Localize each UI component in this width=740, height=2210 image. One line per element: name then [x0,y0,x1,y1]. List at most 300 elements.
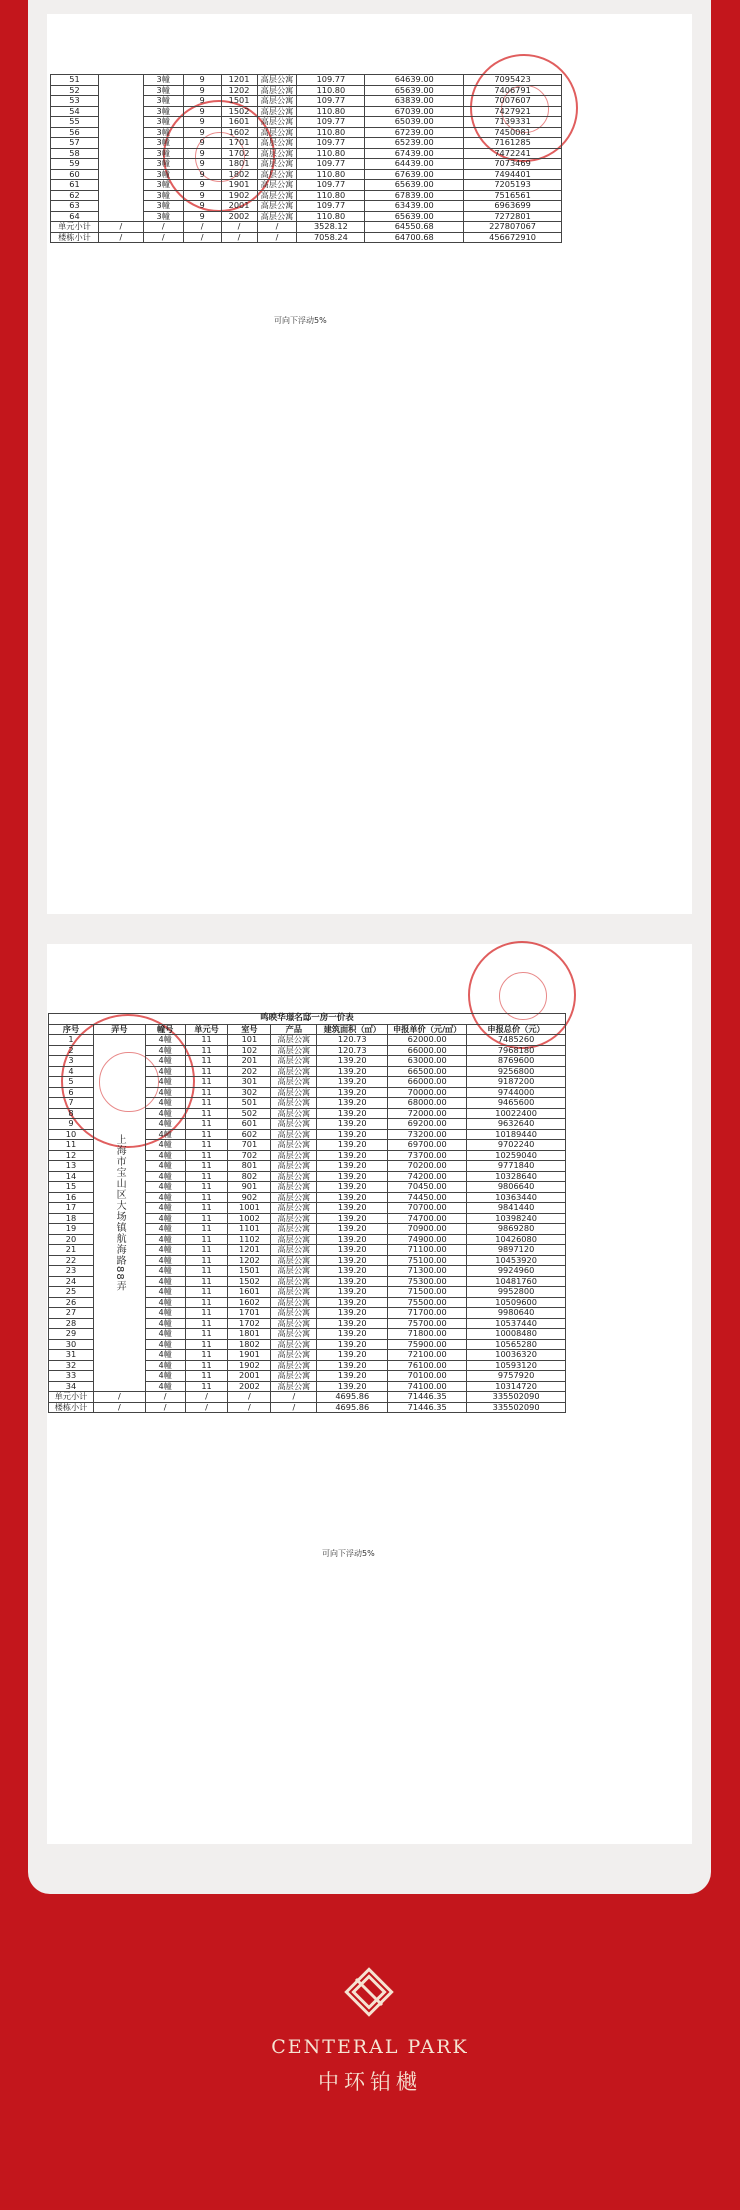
table-cell: 4幢 [145,1234,185,1245]
table-cell: 11 [185,1350,228,1361]
table-cell: 64639.00 [365,75,464,86]
table-cell: 110.80 [297,106,365,117]
table-cell: 65639.00 [365,85,464,96]
table-cell: 高层公寓 [271,1077,317,1088]
table-cell: 4695.86 [317,1402,388,1413]
row-number-cell: 53 [51,96,99,107]
table-cell: 高层公寓 [257,201,297,212]
table-cell: 201 [228,1056,271,1067]
table-cell: 9 [183,106,221,117]
table-cell: 11 [185,1339,228,1350]
table-cell: 72000.00 [388,1108,467,1119]
table-cell: 1602 [221,127,257,138]
table-cell: 9 [183,138,221,149]
table-cell: 11 [185,1045,228,1056]
table-cell: 302 [228,1087,271,1098]
table-cell: 110.80 [297,169,365,180]
table-cell: 63000.00 [388,1056,467,1067]
table-cell: 10481760 [467,1276,566,1287]
row-number-cell: 25 [49,1287,94,1298]
table-cell: 高层公寓 [257,148,297,159]
table-cell: 高层公寓 [271,1171,317,1182]
table-cell: 901 [228,1182,271,1193]
table-cell: 3528.12 [297,222,365,233]
table-cell: 74200.00 [388,1171,467,1182]
table-cell: 110.80 [297,85,365,96]
table-cell: 11 [185,1182,228,1193]
column-header: 产品 [271,1024,317,1035]
table-cell: 4幢 [145,1224,185,1235]
table-cell: 1001 [228,1203,271,1214]
table-cell: / [271,1402,317,1413]
table-cell: 1702 [221,148,257,159]
table-cell: 139.20 [317,1066,388,1077]
table-cell: 11 [185,1318,228,1329]
table-cell: 11 [185,1150,228,1161]
table-cell: 3幢 [143,117,183,128]
table-cell: 高层公寓 [271,1140,317,1151]
row-number-cell: 64 [51,211,99,222]
table-cell: 高层公寓 [257,85,297,96]
table-cell: 335502090 [467,1392,566,1403]
table-cell: 64550.68 [365,222,464,233]
table-cell: 4幢 [145,1329,185,1340]
table-cell: 11 [185,1245,228,1256]
table-cell: 139.20 [317,1255,388,1266]
table-cell: 11 [185,1108,228,1119]
table-cell: 11 [185,1171,228,1182]
table-cell: 9 [183,117,221,128]
table-cell: 高层公寓 [271,1045,317,1056]
table-cell: 1902 [228,1360,271,1371]
table-cell: 11 [185,1266,228,1277]
table-cell: 139.20 [317,1161,388,1172]
subtotal-row [49,1402,566,1413]
table-cell: 高层公寓 [271,1150,317,1161]
table-cell: 10008480 [467,1329,566,1340]
table-cell: 501 [228,1098,271,1109]
table-cell: 4幢 [145,1255,185,1266]
table-cell: 高层公寓 [271,1108,317,1119]
table-cell: 65639.00 [365,180,464,191]
table-cell: 1802 [221,169,257,180]
table-cell: 11 [185,1371,228,1382]
row-number-cell: 59 [51,159,99,170]
row-number-cell: 55 [51,117,99,128]
table-cell: 10537440 [467,1318,566,1329]
table-cell: 1202 [221,85,257,96]
table-cell: 109.77 [297,180,365,191]
row-number-cell: 27 [49,1308,94,1319]
table-cell: 3幢 [143,180,183,191]
table-cell: 10022400 [467,1108,566,1119]
table-cell: 4幢 [145,1171,185,1182]
row-number-cell: 9 [49,1119,94,1130]
subtotal-row [49,1392,566,1403]
table-cell: 4幢 [145,1318,185,1329]
table-cell: 高层公寓 [271,1329,317,1340]
table-cell: 高层公寓 [257,159,297,170]
table-cell: 9757920 [467,1371,566,1382]
row-number-cell: 7 [49,1098,94,1109]
table-cell: 76100.00 [388,1360,467,1371]
table-cell: 9952800 [467,1287,566,1298]
table-cell: 4幢 [145,1087,185,1098]
row-number-cell: 20 [49,1234,94,1245]
table-cell: 63439.00 [365,201,464,212]
table-cell: 1901 [221,180,257,191]
content-card [28,0,711,1894]
table-cell: 11 [185,1087,228,1098]
table-cell: 801 [228,1161,271,1172]
row-number-cell: 5 [49,1077,94,1088]
table-cell: 70700.00 [388,1203,467,1214]
table-cell: 7406791 [464,85,562,96]
table-cell: 9897120 [467,1245,566,1256]
table-cell: 4幢 [145,1245,185,1256]
table-cell: 67639.00 [365,169,464,180]
table-cell: 9 [183,148,221,159]
column-header: 单元号 [185,1024,228,1035]
table-cell: 75700.00 [388,1318,467,1329]
row-number-cell: 12 [49,1150,94,1161]
table-cell: 139.20 [317,1087,388,1098]
table-cell: 4幢 [145,1371,185,1382]
table-cell: 3幢 [143,127,183,138]
table-cell: 1502 [221,106,257,117]
table-cell: 7058.24 [297,232,365,243]
table-cell: 高层公寓 [271,1276,317,1287]
table-cell: 高层公寓 [271,1119,317,1130]
table-cell: 65239.00 [365,138,464,149]
table-cell: 139.20 [317,1339,388,1350]
table-cell: 71500.00 [388,1287,467,1298]
table-cell: 64700.68 [365,232,464,243]
table-cell: 4695.86 [317,1392,388,1403]
table-cell: 高层公寓 [257,190,297,201]
table-cell: 9187200 [467,1077,566,1088]
table-cell: 139.20 [317,1119,388,1130]
table-cell: 109.77 [297,75,365,86]
table-cell: 10328640 [467,1171,566,1182]
table-cell: 75300.00 [388,1276,467,1287]
table-cell: 9 [183,85,221,96]
row-number-cell: 1 [49,1035,94,1046]
table-cell: 高层公寓 [257,180,297,191]
row-number-cell: 21 [49,1245,94,1256]
table-cell: 139.20 [317,1129,388,1140]
table-cell: 11 [185,1119,228,1130]
table-cell: / [257,232,297,243]
table-cell: 139.20 [317,1192,388,1203]
table-cell: 9980640 [467,1308,566,1319]
table-cell: 7139331 [464,117,562,128]
table-cell: / [183,222,221,233]
table-cell: 10036320 [467,1350,566,1361]
table-cell: 3幢 [143,148,183,159]
table-cell: 139.20 [317,1171,388,1182]
table-cell: 9702240 [467,1140,566,1151]
table-cell: 456672910 [464,232,562,243]
table-cell: 11 [185,1287,228,1298]
table-cell: 11 [185,1098,228,1109]
table-cell: / [185,1392,228,1403]
table-cell: 67239.00 [365,127,464,138]
table-cell: 139.20 [317,1056,388,1067]
column-header: 建筑面积（㎡） [317,1024,388,1035]
table-cell: 楼栋小计 [49,1402,94,1413]
table-cell: 139.20 [317,1077,388,1088]
table-cell: 9806640 [467,1182,566,1193]
table-cell: 高层公寓 [271,1255,317,1266]
table-cell: / [183,232,221,243]
row-number-cell: 19 [49,1224,94,1235]
price-float-note: 可向下浮动5% [274,316,327,325]
table-cell: / [221,222,257,233]
row-number-cell: 51 [51,75,99,86]
table-cell: 74900.00 [388,1234,467,1245]
table-cell: 9465600 [467,1098,566,1109]
table-cell: 139.20 [317,1297,388,1308]
table-cell: 7968180 [467,1045,566,1056]
table-cell: 9 [183,169,221,180]
table-cell: 4幢 [145,1266,185,1277]
table-cell: 72100.00 [388,1350,467,1361]
table-cell: 高层公寓 [257,211,297,222]
table-cell: 69700.00 [388,1140,467,1151]
row-number-cell: 2 [49,1045,94,1056]
table-cell: 高层公寓 [271,1213,317,1224]
table-cell: 66500.00 [388,1066,467,1077]
table-cell: / [228,1402,271,1413]
table-cell: 4幢 [145,1108,185,1119]
table-cell: 4幢 [145,1119,185,1130]
table-cell: 4幢 [145,1066,185,1077]
table-cell: 120.73 [317,1045,388,1056]
table-cell: 7073469 [464,159,562,170]
row-number-cell: 14 [49,1171,94,1182]
row-number-cell: 24 [49,1276,94,1287]
table-cell: 高层公寓 [271,1287,317,1298]
table-cell: 139.20 [317,1360,388,1371]
table-cell: 9771840 [467,1161,566,1172]
table-cell: 1502 [228,1276,271,1287]
row-number-cell: 31 [49,1350,94,1361]
table-cell: 9256800 [467,1066,566,1077]
column-header: 弄号 [93,1024,145,1035]
table-cell: 高层公寓 [257,96,297,107]
table-cell: 71446.35 [388,1402,467,1413]
table-cell: 109.77 [297,159,365,170]
table-cell: 3幢 [143,211,183,222]
row-number-cell: 63 [51,201,99,212]
table-cell: 7205193 [464,180,562,191]
row-number-cell: 33 [49,1371,94,1382]
row-number-cell: 58 [51,148,99,159]
table-cell: / [93,1392,145,1403]
table-cell: 11 [185,1192,228,1203]
table-cell: 71800.00 [388,1329,467,1340]
column-header: 序号 [49,1024,94,1035]
table-cell: 11 [185,1234,228,1245]
table-cell: 8769600 [467,1056,566,1067]
table-cell: 9 [183,211,221,222]
table-cell: 11 [185,1329,228,1340]
table-cell: 11 [185,1077,228,1088]
table-cell: 7516561 [464,190,562,201]
table-cell: 227807067 [464,222,562,233]
table-cell: 高层公寓 [271,1245,317,1256]
table-cell: 4幢 [145,1140,185,1151]
table-cell: 1601 [228,1287,271,1298]
table-cell: 11 [185,1308,228,1319]
table-cell: 4幢 [145,1381,185,1392]
table-cell: 4幢 [145,1287,185,1298]
table-cell: 4幢 [145,1077,185,1088]
table-cell: 2001 [228,1371,271,1382]
table-cell: 66000.00 [388,1077,467,1088]
row-number-cell: 29 [49,1329,94,1340]
table-cell: 1902 [221,190,257,201]
table-cell: 高层公寓 [271,1318,317,1329]
table-cell: 10398240 [467,1213,566,1224]
table-cell: 1802 [228,1339,271,1350]
table-cell: 高层公寓 [257,127,297,138]
table-cell: 1101 [228,1224,271,1235]
table-cell: 802 [228,1171,271,1182]
table-cell: 高层公寓 [271,1308,317,1319]
table-cell: 10509600 [467,1297,566,1308]
table-cell: 139.20 [317,1182,388,1193]
table-cell: 9 [183,159,221,170]
row-number-cell: 30 [49,1339,94,1350]
table-cell: 10259040 [467,1150,566,1161]
table-cell: 109.77 [297,117,365,128]
table-cell: 139.20 [317,1308,388,1319]
table-cell: 63839.00 [365,96,464,107]
table-cell: 7272801 [464,211,562,222]
table-cell: 68000.00 [388,1098,467,1109]
table-cell: 7161285 [464,138,562,149]
table-cell: 75500.00 [388,1297,467,1308]
table-cell: 69200.00 [388,1119,467,1130]
table-cell: 139.20 [317,1224,388,1235]
table-cell: 301 [228,1077,271,1088]
table-cell: 4幢 [145,1297,185,1308]
table-cell: 高层公寓 [271,1182,317,1193]
table-cell: 1801 [228,1329,271,1340]
table-cell: 3幢 [143,96,183,107]
table-cell: 64439.00 [365,159,464,170]
table-cell: 3幢 [143,106,183,117]
table-cell: 高层公寓 [271,1360,317,1371]
table-cell: 70450.00 [388,1182,467,1193]
row-number-cell: 32 [49,1360,94,1371]
table-cell: 4幢 [145,1192,185,1203]
table-cell: 9841440 [467,1203,566,1214]
table-cell: 高层公寓 [257,75,297,86]
table-cell: 11 [185,1056,228,1067]
row-number-cell: 13 [49,1161,94,1172]
table-cell: 9924960 [467,1266,566,1277]
table-cell: 高层公寓 [257,117,297,128]
table-cell: 高层公寓 [271,1350,317,1361]
table-cell: / [271,1392,317,1403]
table-cell: 7095423 [464,75,562,86]
table-cell: 11 [185,1203,228,1214]
table-cell: 9 [183,190,221,201]
column-header: 幢号 [145,1024,185,1035]
row-number-cell: 34 [49,1381,94,1392]
table-cell: 702 [228,1150,271,1161]
row-number-cell: 54 [51,106,99,117]
table-cell: 73200.00 [388,1129,467,1140]
table-cell: 110.80 [297,190,365,201]
table-cell: 4幢 [145,1350,185,1361]
table-cell: 11 [185,1129,228,1140]
table-row [51,75,562,86]
row-number-cell: 8 [49,1108,94,1119]
table-cell: 139.20 [317,1329,388,1340]
table-cell: 4幢 [145,1203,185,1214]
row-number-cell: 52 [51,85,99,96]
table-cell: 9744000 [467,1087,566,1098]
row-number-cell: 57 [51,138,99,149]
table-cell: 4幢 [145,1129,185,1140]
table-cell: 高层公寓 [257,106,297,117]
table-cell: 2002 [228,1381,271,1392]
table-cell: 335502090 [467,1402,566,1413]
table-cell: 1102 [228,1234,271,1245]
row-number-cell: 61 [51,180,99,191]
price-float-note: 可向下浮动5% [322,1549,375,1558]
table-cell: 3幢 [143,169,183,180]
table-cell: 9 [183,180,221,191]
subtotal-row [51,232,562,243]
table-cell: 109.77 [297,201,365,212]
table-cell: 139.20 [317,1276,388,1287]
table-cell: 高层公寓 [271,1339,317,1350]
table-cell: 高层公寓 [271,1371,317,1382]
table-cell: 67839.00 [365,190,464,201]
table-cell: 70200.00 [388,1161,467,1172]
table-cell: 高层公寓 [271,1129,317,1140]
table-cell: 139.20 [317,1098,388,1109]
table-cell: 11 [185,1066,228,1077]
table-cell: 1702 [228,1318,271,1329]
table-cell: 2002 [221,211,257,222]
price-table-2 [48,1013,566,1413]
table-cell: / [143,232,183,243]
table-cell: 4幢 [145,1308,185,1319]
table-cell: 1002 [228,1213,271,1224]
table-cell: / [221,232,257,243]
row-number-cell: 23 [49,1266,94,1277]
table-cell: / [93,1402,145,1413]
table-cell: 4幢 [145,1161,185,1172]
table-cell: 高层公寓 [271,1161,317,1172]
table-cell: 1901 [228,1350,271,1361]
table-cell: 139.20 [317,1108,388,1119]
table-cell: 4幢 [145,1098,185,1109]
table-cell: 3幢 [143,85,183,96]
table-cell: 75900.00 [388,1339,467,1350]
table-cell: 10565280 [467,1339,566,1350]
table-cell: 3幢 [143,159,183,170]
row-number-cell: 60 [51,169,99,180]
table-cell: 9869280 [467,1224,566,1235]
table-cell: 602 [228,1129,271,1140]
